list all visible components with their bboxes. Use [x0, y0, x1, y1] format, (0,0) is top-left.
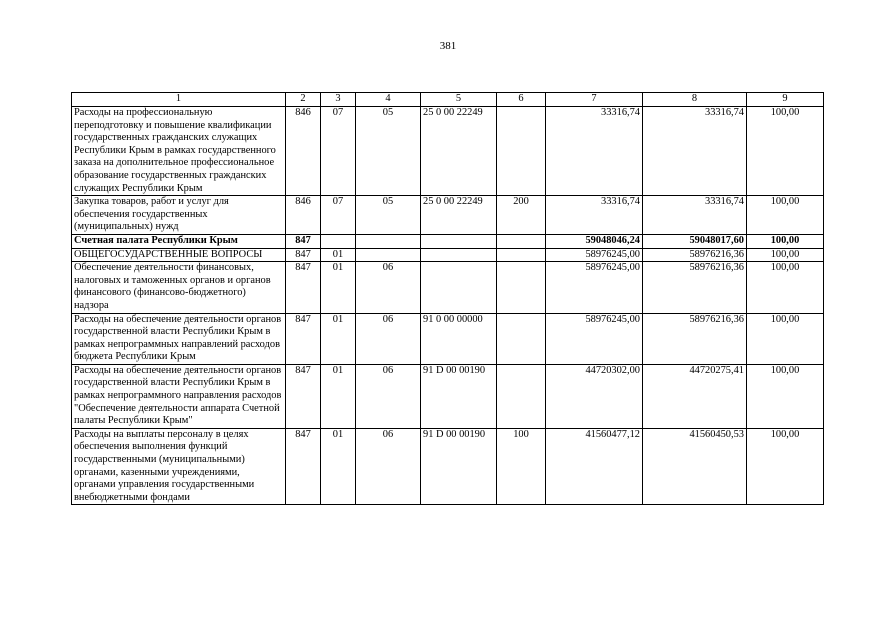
expense-type-cell: [497, 262, 546, 313]
target-article-cell: 91 D 00 00190: [421, 364, 497, 428]
table-row: [72, 313, 824, 364]
plan-amount-cell: 58976245,00: [546, 313, 643, 364]
expense-type-cell: [497, 313, 546, 364]
ministry-code-cell: 847: [286, 428, 321, 505]
section-code-cell: 01: [321, 364, 356, 428]
row-name-cell: Счетная палата Республики Крым: [72, 234, 286, 248]
ministry-code-cell: 847: [286, 234, 321, 248]
table-row: [72, 248, 824, 262]
ministry-code-cell: 847: [286, 364, 321, 428]
ministry-code-cell: 847: [286, 313, 321, 364]
ministry-code-cell: 846: [286, 107, 321, 196]
plan-amount-cell: 58976245,00: [546, 262, 643, 313]
target-article-cell: [421, 262, 497, 313]
percent-cell: 100,00: [747, 107, 824, 196]
header-cell: 3: [321, 93, 356, 107]
percent-cell: 100,00: [747, 428, 824, 505]
plan-amount-cell: 58976245,00: [546, 248, 643, 262]
expense-type-cell: [497, 364, 546, 428]
ministry-code-cell: 847: [286, 262, 321, 313]
ministry-code-cell: 847: [286, 248, 321, 262]
section-code-cell: [321, 234, 356, 248]
header-cell: 5: [421, 93, 497, 107]
page-number: 381: [439, 40, 457, 52]
row-name-cell: Расходы на профессиональную переподготовку и повышение квалификации государственных гражданских служащих Республики Крым в рамках государственного заказа на дополнительное профессиональное образование государственных гражданских служащих Республики Крым: [72, 107, 286, 196]
subsection-code-cell: [356, 248, 421, 262]
plan-amount-cell: 33316,74: [546, 107, 643, 196]
table-row: [72, 364, 824, 428]
actual-amount-cell: 44720275,41: [643, 364, 747, 428]
actual-amount-cell: 58976216,36: [643, 262, 747, 313]
header-cell: 4: [356, 93, 421, 107]
ministry-code-cell: 846: [286, 196, 321, 235]
actual-amount-cell: 59048017,60: [643, 234, 747, 248]
header-cell: 9: [747, 93, 824, 107]
target-article-cell: 25 0 00 22249: [421, 107, 497, 196]
percent-cell: 100,00: [747, 234, 824, 248]
plan-amount-cell: 33316,74: [546, 196, 643, 235]
row-name-cell: Расходы на обеспечение деятельности органов государственной власти Республики Крым в рамках непрограммного направления расходов "Обеспечение деятельности аппарата Счетной палаты Республики Крым": [72, 364, 286, 428]
actual-amount-cell: 33316,74: [643, 196, 747, 235]
subsection-code-cell: 06: [356, 428, 421, 505]
table-row: [72, 262, 824, 313]
table-row: [72, 428, 824, 505]
actual-amount-cell: 58976216,36: [643, 248, 747, 262]
table-row: [72, 196, 824, 235]
table-header-row: [72, 93, 824, 107]
percent-cell: 100,00: [747, 313, 824, 364]
target-article-cell: 91 0 00 00000: [421, 313, 497, 364]
percent-cell: 100,00: [747, 196, 824, 235]
budget-table: [71, 92, 824, 505]
plan-amount-cell: 44720302,00: [546, 364, 643, 428]
header-cell: 7: [546, 93, 643, 107]
header-cell: 8: [643, 93, 747, 107]
header-cell: 1: [72, 93, 286, 107]
section-code-cell: 01: [321, 313, 356, 364]
header-cell: 6: [497, 93, 546, 107]
target-article-cell: [421, 234, 497, 248]
table-row: [72, 107, 824, 196]
subsection-code-cell: 05: [356, 107, 421, 196]
subsection-code-cell: 06: [356, 364, 421, 428]
subsection-code-cell: [356, 234, 421, 248]
table-row: [72, 234, 824, 248]
row-name-cell: Расходы на выплаты персоналу в целях обеспечения выполнения функций государственными (муниципальными) органами, казенными учреждениями, органами управления государственными внебюджетными фондами: [72, 428, 286, 505]
actual-amount-cell: 58976216,36: [643, 313, 747, 364]
percent-cell: 100,00: [747, 364, 824, 428]
plan-amount-cell: 59048046,24: [546, 234, 643, 248]
header-cell: 2: [286, 93, 321, 107]
expense-type-cell: [497, 248, 546, 262]
subsection-code-cell: 06: [356, 313, 421, 364]
expense-type-cell: 100: [497, 428, 546, 505]
row-name-cell: Расходы на обеспечение деятельности органов государственной власти Республики Крым в рамках непрограммных направлений расходов бюджета Республики Крым: [72, 313, 286, 364]
section-code-cell: 01: [321, 248, 356, 262]
section-code-cell: 01: [321, 428, 356, 505]
percent-cell: 100,00: [747, 248, 824, 262]
target-article-cell: 25 0 00 22249: [421, 196, 497, 235]
actual-amount-cell: 33316,74: [643, 107, 747, 196]
target-article-cell: [421, 248, 497, 262]
actual-amount-cell: 41560450,53: [643, 428, 747, 505]
percent-cell: 100,00: [747, 262, 824, 313]
row-name-cell: Закупка товаров, работ и услуг для обеспечения государственных (муниципальных) нужд: [72, 196, 286, 235]
expense-type-cell: 200: [497, 196, 546, 235]
row-name-cell: Обеспечение деятельности финансовых, налоговых и таможенных органов и органов финансового (финансово-бюджетного) надзора: [72, 262, 286, 313]
expense-type-cell: [497, 234, 546, 248]
subsection-code-cell: 05: [356, 196, 421, 235]
section-code-cell: 07: [321, 196, 356, 235]
expense-type-cell: [497, 107, 546, 196]
plan-amount-cell: 41560477,12: [546, 428, 643, 505]
section-code-cell: 07: [321, 107, 356, 196]
row-name-cell: ОБЩЕГОСУДАРСТВЕННЫЕ ВОПРОСЫ: [72, 248, 286, 262]
target-article-cell: 91 D 00 00190: [421, 428, 497, 505]
subsection-code-cell: 06: [356, 262, 421, 313]
section-code-cell: 01: [321, 262, 356, 313]
